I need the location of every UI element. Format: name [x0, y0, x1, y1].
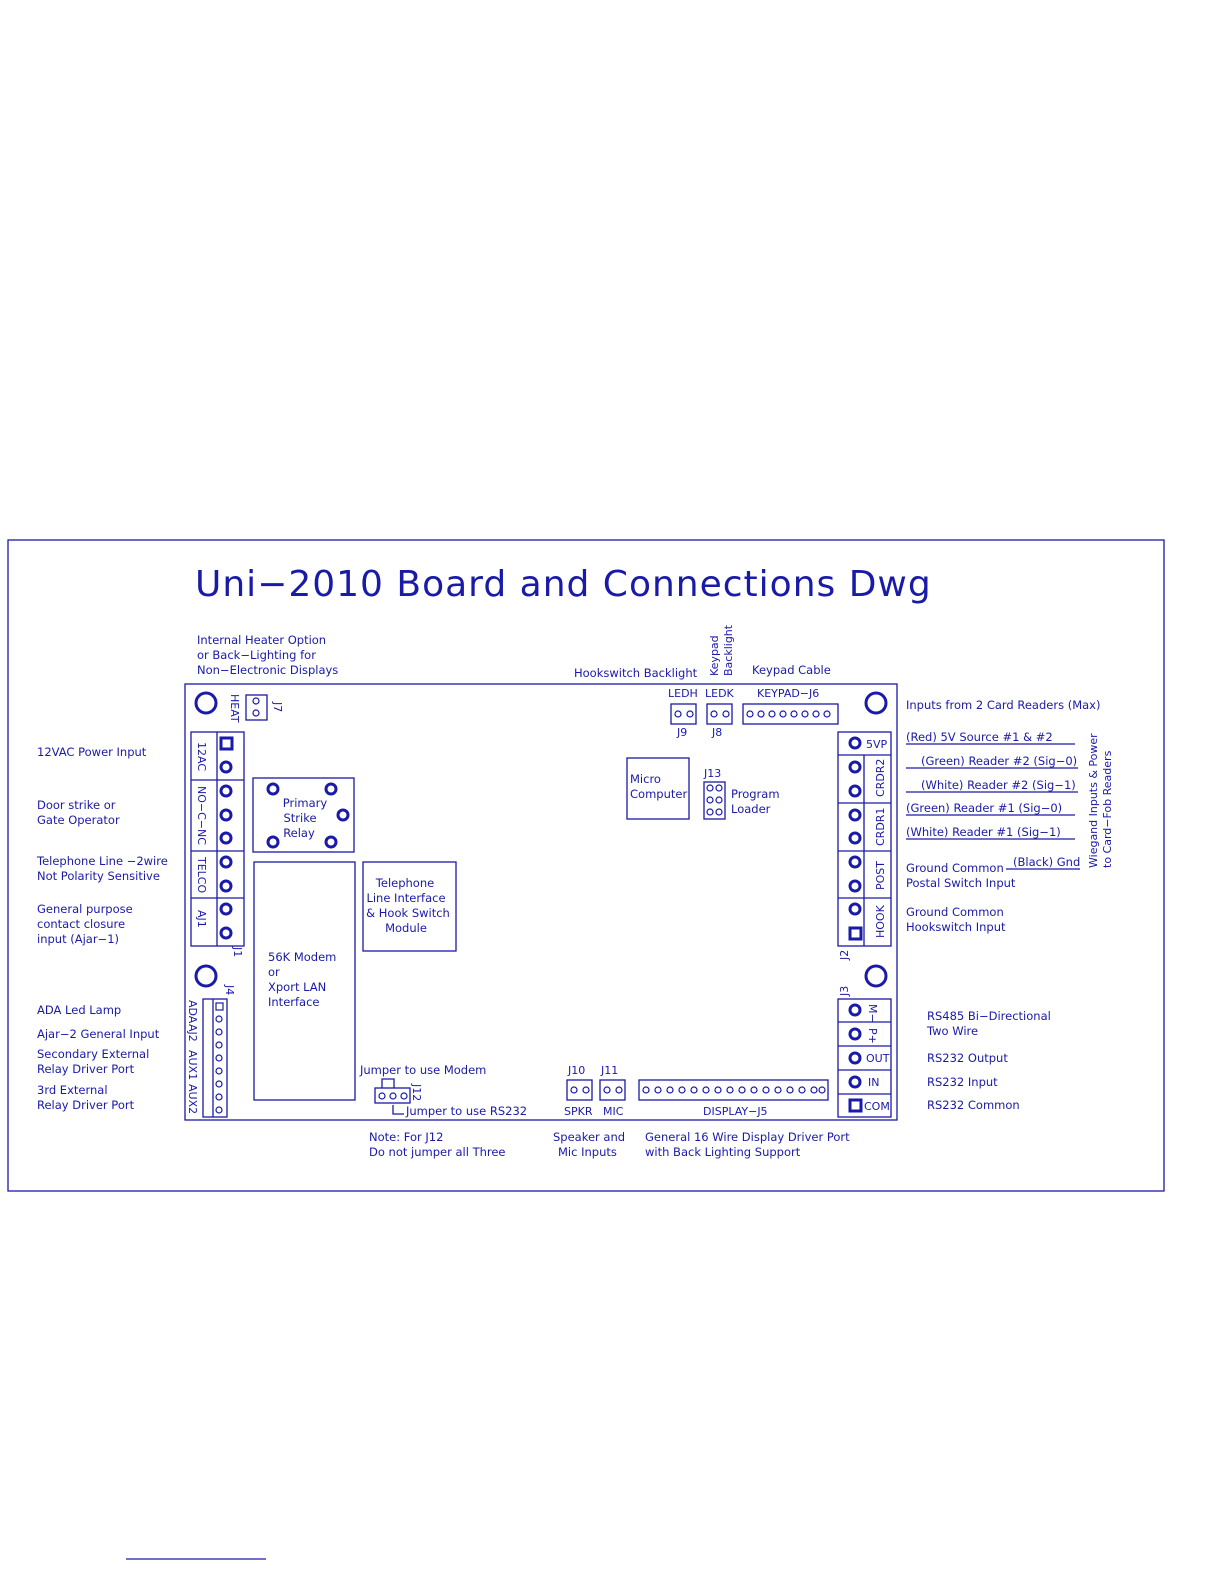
svg-text:J2: J2 — [838, 949, 851, 960]
terminal-block-j3 — [838, 986, 891, 1117]
svg-text:AUX1: AUX1 — [186, 1050, 199, 1081]
heater-option-label — [197, 633, 338, 677]
svg-text:Telephone: Telephone — [375, 876, 435, 890]
svg-text:LEDH: LEDH — [668, 687, 698, 700]
svg-text:J3: J3 — [838, 985, 851, 996]
svg-text:P+: P+ — [866, 1028, 879, 1044]
ada-led-label: ADA Led Lamp — [37, 1003, 122, 1017]
svg-text:Relay Driver Port: Relay Driver Port — [37, 1062, 135, 1076]
reader-wire-labels — [906, 730, 1080, 869]
svg-text:HEAT: HEAT — [228, 694, 241, 723]
svg-text:General 16 Wire Display Driver: General 16 Wire Display Driver Port — [645, 1130, 850, 1144]
svg-text:Two Wire: Two Wire — [927, 1024, 979, 1038]
display-connector-j5 — [639, 1080, 828, 1118]
svg-text:Note: For J12: Note: For J12 — [369, 1130, 444, 1144]
svg-text:Internal Heater Option: Internal Heater Option — [197, 633, 327, 647]
svg-text:Strike: Strike — [283, 811, 317, 825]
svg-text:COM: COM — [864, 1100, 890, 1113]
svg-text:Door strike or: Door strike or — [37, 798, 116, 812]
svg-text:J7: J7 — [271, 702, 284, 713]
svg-text:Gate Operator: Gate Operator — [37, 813, 120, 827]
postal-switch-label — [906, 861, 1016, 890]
mic-connector-j11 — [600, 1064, 625, 1118]
svg-text:IN: IN — [868, 1076, 880, 1089]
svg-text:(Green) Reader #2 (Sig−0): (Green) Reader #2 (Sig−0) — [921, 754, 1078, 768]
svg-text:DISPLAY−J5: DISPLAY−J5 — [703, 1105, 768, 1118]
svg-text:Wiegand Inputs & Power: Wiegand Inputs & Power — [1087, 733, 1100, 868]
door-strike-label — [37, 798, 120, 827]
rs232-output-label: RS232 Output — [927, 1051, 1008, 1065]
speaker-connector-j10 — [564, 1064, 593, 1118]
svg-text:(Green) Reader #1 (Sig−0): (Green) Reader #1 (Sig−0) — [906, 801, 1063, 815]
svg-text:LEDK: LEDK — [705, 687, 734, 700]
keypad-cable-label: Keypad Cable — [752, 663, 831, 677]
heat-connector-j7 — [228, 694, 284, 723]
svg-text:or: or — [268, 965, 280, 979]
svg-text:contact closure: contact closure — [37, 917, 126, 931]
svg-text:POST: POST — [874, 861, 887, 890]
svg-text:M−: M− — [866, 1004, 879, 1023]
jumper-j12 — [359, 1063, 527, 1118]
svg-text:Program: Program — [731, 787, 780, 801]
svg-text:AJ1: AJ1 — [195, 910, 208, 928]
svg-text:ADA: ADA — [186, 1000, 199, 1024]
terminal-block-j4 — [186, 984, 236, 1117]
svg-text:Xport LAN: Xport LAN — [268, 980, 327, 994]
svg-text:(White) Reader #1 (Sig−1): (White) Reader #1 (Sig−1) — [906, 825, 1061, 839]
rs232-input-label: RS232 Input — [927, 1075, 998, 1089]
svg-text:Interface: Interface — [268, 995, 320, 1009]
svg-text:Telephone Line −2wire: Telephone Line −2wire — [37, 854, 168, 868]
svg-text:RS485 Bi−Directional: RS485 Bi−Directional — [927, 1009, 1051, 1023]
j12-note — [369, 1130, 506, 1159]
svg-text:KEYPAD−J6: KEYPAD−J6 — [757, 687, 820, 700]
svg-text:(White) Reader #2 (Sig−1): (White) Reader #2 (Sig−1) — [921, 778, 1076, 792]
svg-text:Hookswitch Input: Hookswitch Input — [906, 920, 1006, 934]
svg-text:Line Interface: Line Interface — [366, 891, 446, 905]
svg-text:Non−Electronic Displays: Non−Electronic Displays — [197, 663, 339, 677]
svg-text:TELCO: TELCO — [195, 857, 208, 894]
ledh-connector-j9 — [668, 687, 698, 739]
svg-text:Not Polarity Sensitive: Not Polarity Sensitive — [37, 869, 160, 883]
svg-text:J13: J13 — [704, 767, 722, 780]
svg-text:Computer: Computer — [630, 787, 688, 801]
svg-text:J10: J10 — [568, 1064, 586, 1077]
terminal-block-j1 — [191, 732, 244, 957]
svg-text:Module: Module — [385, 921, 427, 935]
svg-text:CRDR2: CRDR2 — [874, 758, 887, 797]
svg-text:(Black) Gnd: (Black) Gnd — [1013, 855, 1081, 869]
svg-text:input (Ajar−1): input (Ajar−1) — [37, 932, 119, 946]
svg-text:J12: J12 — [410, 1084, 423, 1102]
ajar2-label: Ajar−2 General Input — [37, 1027, 160, 1041]
rs232-common-label: RS232 Common — [927, 1098, 1020, 1112]
circuit-board — [185, 684, 897, 1120]
svg-text:J11: J11 — [601, 1064, 619, 1077]
svg-text:Postal Switch Input: Postal Switch Input — [906, 876, 1016, 890]
mounting-hole-top-left — [196, 693, 216, 713]
svg-text:to Card−Fob Readers: to Card−Fob Readers — [1101, 750, 1114, 868]
power-input-label: 12VAC Power Input — [37, 745, 147, 759]
micro-computer-module — [627, 758, 689, 819]
terminal-block-j2 — [838, 732, 891, 961]
svg-text:(Red) 5V Source #1 & #2: (Red) 5V Source #1 & #2 — [906, 730, 1053, 744]
svg-text:Backlight: Backlight — [722, 624, 735, 676]
card-readers-label: Inputs from 2 Card Readers (Max) — [906, 698, 1101, 712]
svg-text:NO−C−NC: NO−C−NC — [195, 786, 208, 845]
svg-text:Relay: Relay — [283, 826, 315, 840]
svg-text:12AC: 12AC — [195, 742, 208, 772]
hookswitch-backlight-label: Hookswitch Backlight — [574, 666, 698, 680]
svg-text:Primary: Primary — [282, 796, 328, 810]
display-port-label — [645, 1130, 850, 1159]
mounting-hole-top-right — [866, 693, 886, 713]
telephone-line-label — [36, 854, 168, 883]
svg-text:& Hook Switch: & Hook Switch — [366, 906, 450, 920]
svg-text:Do not jumper all Three: Do not jumper all Three — [369, 1145, 506, 1159]
program-loader-j13 — [703, 767, 780, 819]
svg-text:3rd External: 3rd External — [37, 1083, 108, 1097]
keypad-backlight-label — [708, 624, 735, 676]
general-purpose-label — [37, 902, 133, 946]
svg-text:Mic Inputs: Mic Inputs — [558, 1145, 617, 1159]
svg-text:AJ2: AJ2 — [186, 1024, 199, 1042]
svg-text:5VP: 5VP — [866, 738, 888, 751]
ledk-connector-j8 — [705, 687, 735, 739]
telephone-interface-module — [363, 862, 456, 951]
svg-text:J8: J8 — [712, 726, 723, 739]
svg-text:Ground Common: Ground Common — [906, 905, 1004, 919]
drawing-title: Uni−2010 Board and Connections Dwg — [195, 564, 932, 605]
svg-text:Ground Common: Ground Common — [906, 861, 1004, 875]
svg-text:Micro: Micro — [630, 772, 661, 786]
mounting-hole-mid-right — [866, 966, 886, 986]
svg-text:HOOK: HOOK — [874, 905, 887, 938]
svg-text:Jumper to use Modem: Jumper to use Modem — [360, 1063, 487, 1077]
svg-text:J4: J4 — [223, 985, 236, 996]
svg-text:MIC: MIC — [603, 1105, 624, 1118]
svg-text:J9: J9 — [677, 726, 688, 739]
svg-text:56K Modem: 56K Modem — [268, 950, 337, 964]
svg-text:or Back−Lighting for: or Back−Lighting for — [197, 648, 316, 662]
svg-text:J1: J1 — [231, 947, 244, 958]
svg-text:CRDR1: CRDR1 — [874, 807, 887, 846]
primary-strike-relay — [253, 778, 354, 852]
svg-text:OUT: OUT — [866, 1052, 890, 1065]
rs485-label — [926, 1009, 1051, 1038]
svg-text:General purpose: General purpose — [37, 902, 133, 916]
svg-text:Loader: Loader — [731, 802, 771, 816]
svg-text:with Back Lighting Support: with Back Lighting Support — [645, 1145, 801, 1159]
svg-text:Speaker and: Speaker and — [553, 1130, 626, 1144]
hookswitch-input-label — [906, 905, 1006, 934]
svg-text:Keypad: Keypad — [708, 635, 721, 676]
svg-text:AUX2: AUX2 — [186, 1084, 199, 1115]
secondary-relay-label — [37, 1047, 149, 1076]
wiegand-label — [1087, 733, 1114, 868]
speaker-mic-label — [553, 1130, 625, 1159]
keypad-connector-j6 — [743, 687, 838, 724]
modem-module — [254, 862, 355, 1100]
third-relay-label — [37, 1083, 135, 1112]
svg-text:Jumper to use RS232: Jumper to use RS232 — [406, 1104, 528, 1118]
svg-text:SPKR: SPKR — [564, 1105, 593, 1118]
svg-text:Relay Driver Port: Relay Driver Port — [37, 1098, 135, 1112]
svg-text:Secondary External: Secondary External — [37, 1047, 150, 1061]
mounting-hole-mid-left — [196, 966, 216, 986]
